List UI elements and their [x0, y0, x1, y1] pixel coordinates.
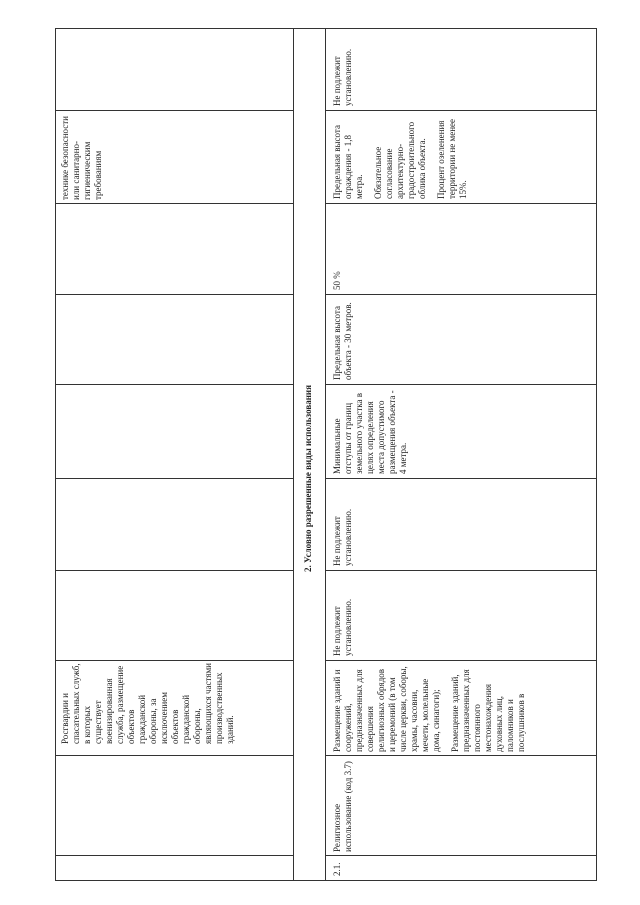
other-parameters-p1: Предельная высота ограждения - 1,8 метра.	[332, 125, 364, 199]
use-description-p1: Размещение зданий и сооружений, предназначенных для совершения религиозных обрядов и церемоний (в том числе церкви, соборы, храмы, часовни, мечети, молельные дома, синагоги);	[332, 666, 441, 752]
previous-row-description: Росгвардии и спасательных служб, в которых существует военизированная служба, размещение объектов гражданской обороны, за исключением объектов гражданской обороны, являющихся частями производственных зданий.	[60, 663, 235, 744]
other-parameters-p2: Обязательное согласование архитектурно-градостроительного облика объекта.	[373, 121, 427, 199]
setbacks: Минимальные отступы от границ земельного участка в целях определения места допустимого размещения объекта - 4 метра.	[332, 390, 408, 474]
table-border-right	[55, 28, 597, 29]
use-description	[332, 662, 596, 752]
max-area: Не подлежит установлению.	[332, 508, 353, 566]
table-row-divider	[325, 28, 326, 880]
max-height: Предельная высота объекта - 30 метров.	[332, 302, 353, 380]
column-divider	[55, 755, 294, 756]
table-row-divider	[293, 28, 294, 880]
other-parameters	[332, 111, 468, 199]
min-area: Не подлежит установлению.	[332, 598, 353, 656]
column-divider	[325, 855, 597, 856]
column-divider	[55, 110, 294, 111]
use-name: Религиозное использование (код 3.7)	[332, 761, 353, 852]
column-divider	[325, 384, 597, 385]
column-divider	[55, 478, 294, 479]
use-description-p2: Размещение зданий, предназначенных для постоянного местонахождения духовных лиц, паломников и послушников в	[450, 669, 526, 752]
column-divider	[55, 384, 294, 385]
column-divider	[55, 570, 294, 571]
restrictions: Не подлежит установлению.	[332, 48, 353, 106]
table-border-bottom	[596, 28, 597, 880]
column-divider	[325, 755, 597, 756]
column-divider	[55, 855, 294, 856]
column-divider	[325, 478, 597, 479]
previous-row-requirements: технике безопасности или санитарно-гигиеническим требованиям	[60, 116, 103, 200]
column-divider	[55, 203, 294, 204]
column-divider	[55, 294, 294, 295]
column-divider	[325, 570, 597, 571]
table-border-left	[55, 880, 597, 881]
other-parameters-p3: Процент озеленения территории не менее 15%.	[436, 119, 468, 199]
column-divider	[325, 203, 597, 204]
column-divider	[325, 660, 597, 661]
section-heading: 2. Условно разрешенные виды использования	[303, 385, 313, 572]
row-number: 2.1.	[332, 862, 342, 876]
coverage-percent: 50 %	[332, 271, 342, 290]
table-border-top	[55, 28, 56, 880]
